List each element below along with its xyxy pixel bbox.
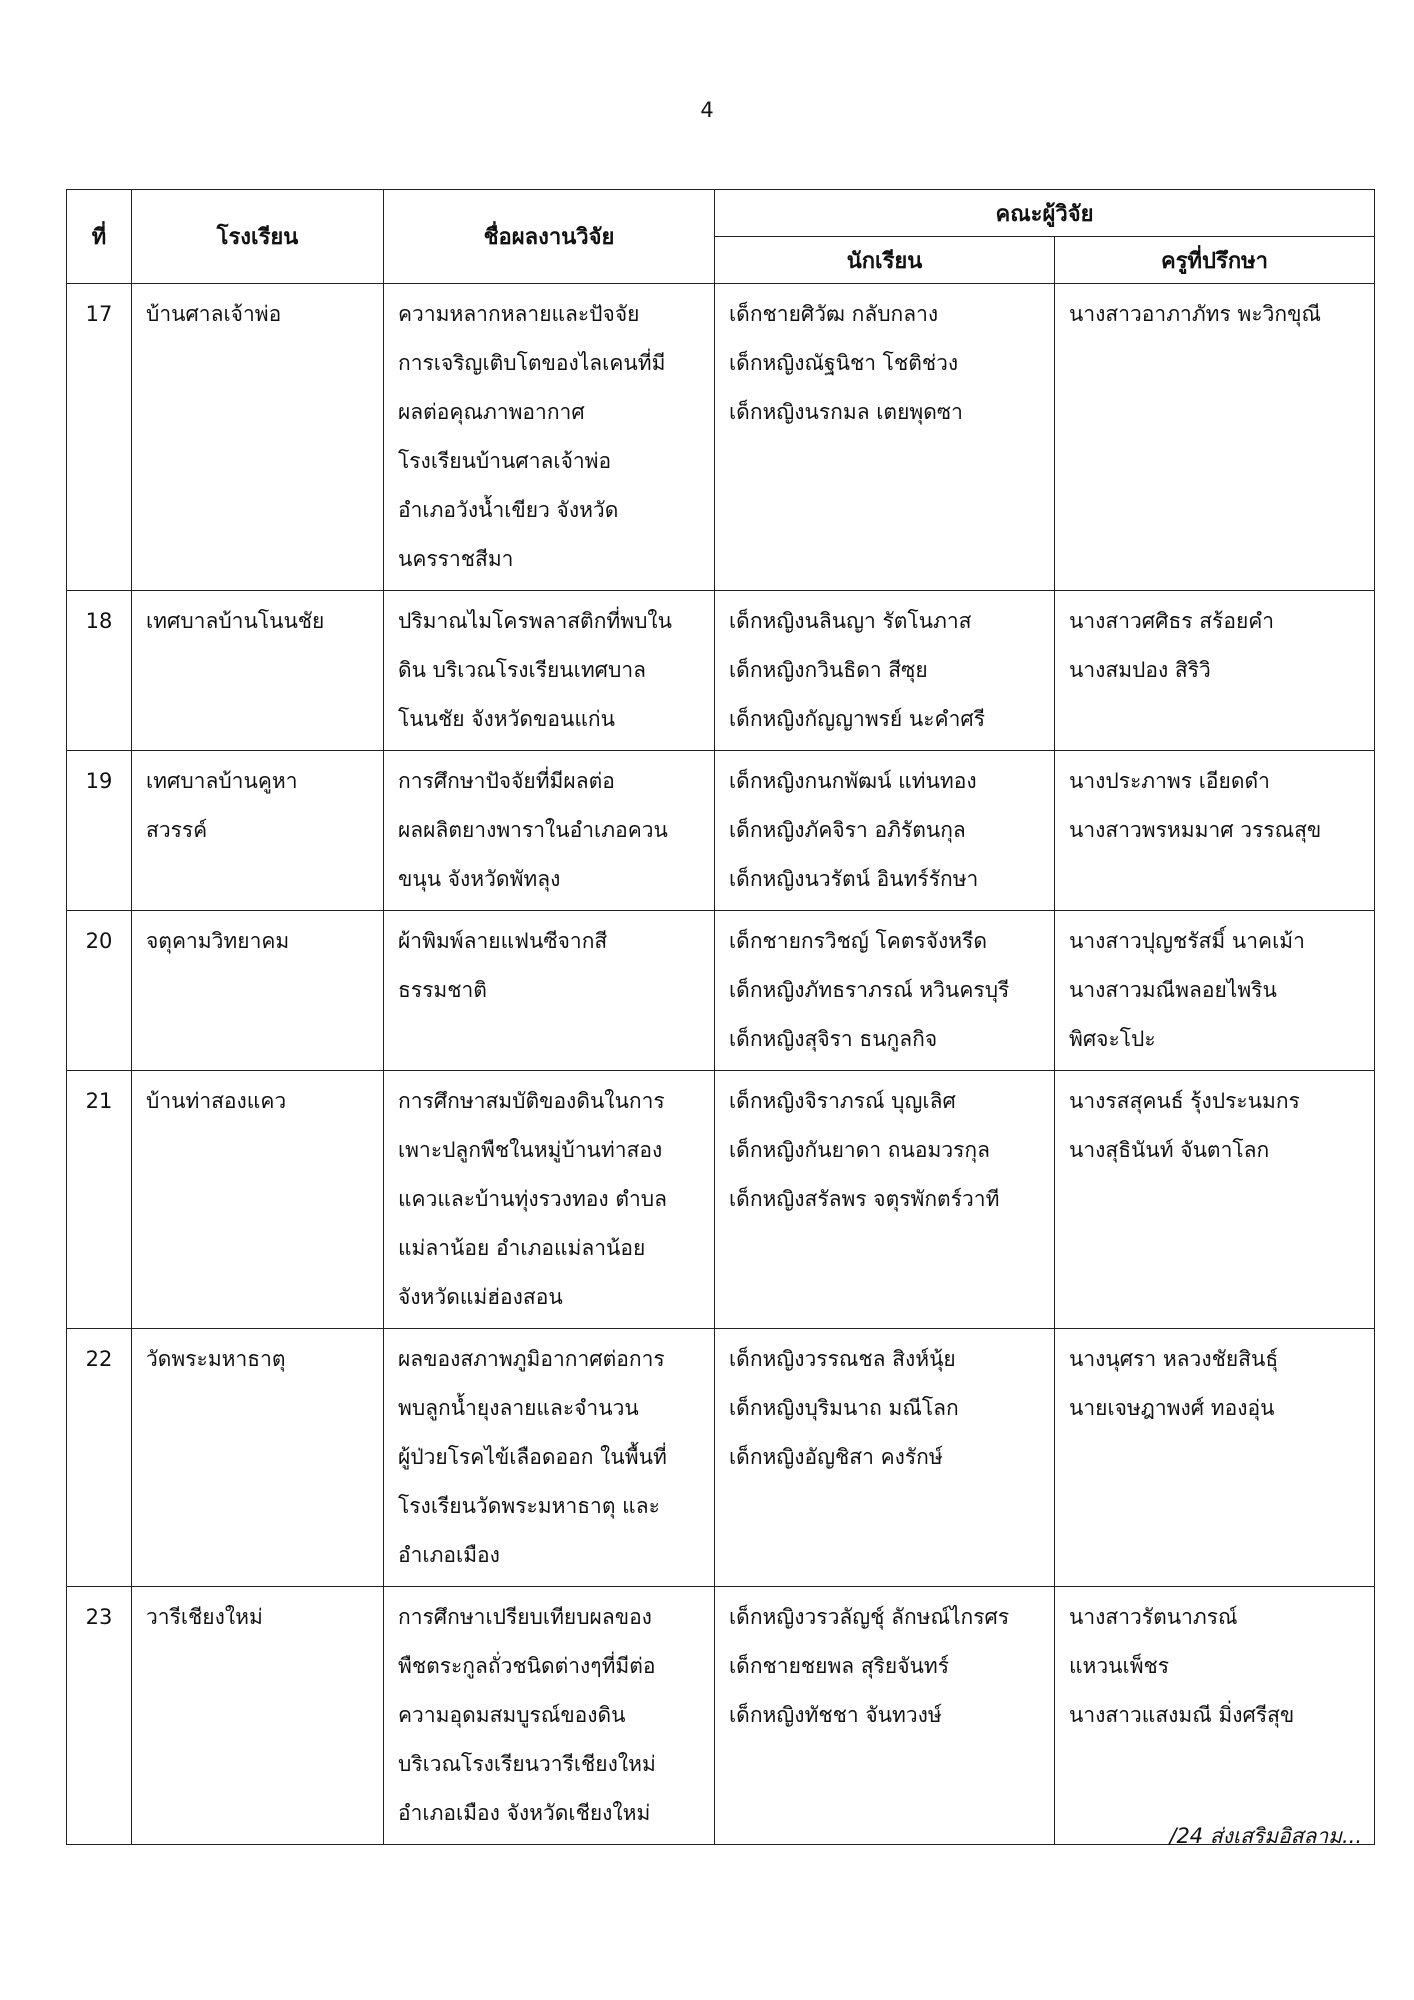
research-title-cell	[384, 751, 715, 911]
table-body	[67, 284, 1375, 1845]
header-advisors: ครูที่ปรึกษา	[1055, 237, 1375, 284]
school-cell	[132, 911, 384, 1071]
advisor-name: แหวนเพ็ชร	[1069, 1654, 1170, 1678]
advisor-name: นางสาวอาภาภัทร พะวิกขุณี	[1069, 302, 1321, 326]
research-title-line: จังหวัดแม่ฮ่องสอน	[398, 1285, 563, 1309]
school-name-line: สวรรค์	[146, 818, 208, 842]
research-title-cell	[384, 284, 715, 591]
student-name: เด็กหญิงนลินญา รัตโนภาส	[729, 609, 972, 633]
student-name: เด็กหญิงสุจิรา ธนกูลกิจ	[729, 1027, 938, 1051]
student-name: เด็กหญิงกัญญาพรย์ นะคำศรี	[729, 707, 985, 731]
students-cell	[715, 1587, 1055, 1845]
header-students: นักเรียน	[715, 237, 1055, 284]
research-title-cell	[384, 911, 715, 1071]
research-title-line: โรงเรียนวัดพระมหาธาตุ และ	[398, 1494, 660, 1518]
student-name: เด็กหญิงนวรัตน์ อินทร์รักษา	[729, 867, 979, 891]
student-name: เด็กหญิงกวินธิดา สีซุย	[729, 658, 928, 682]
research-title-line: อำเภอวังน้ำเขียว จังหวัด	[398, 498, 619, 522]
research-title-cell	[384, 1071, 715, 1329]
research-title-line: ขนุน จังหวัดพัทลุง	[398, 867, 561, 891]
row-number: 19	[67, 751, 132, 911]
header-school: โรงเรียน	[132, 190, 384, 284]
research-title-line: ความหลากหลายและปัจจัย	[398, 302, 640, 326]
research-title-line: พืชตระกูลถั่วชนิดต่างๆที่มีต่อ	[398, 1654, 656, 1678]
table-row	[67, 1587, 1375, 1845]
research-title-line: นครราชสีมา	[398, 547, 514, 571]
research-title-line: แม่ลาน้อย อำเภอแม่ลาน้อย	[398, 1236, 646, 1260]
school-cell	[132, 751, 384, 911]
table-row	[67, 591, 1375, 751]
research-title-line: การเจริญเติบโตของไลเคนที่มี	[398, 351, 666, 375]
research-title-cell	[384, 1329, 715, 1587]
students-cell	[715, 911, 1055, 1071]
school-name-line: เทศบาลบ้านโนนชัย	[146, 609, 325, 633]
students-cell	[715, 1329, 1055, 1587]
student-name: เด็กชายศิวัฒ กลับกลาง	[729, 302, 939, 326]
research-title-line: ความอุดมสมบูรณ์ของดิน	[398, 1703, 626, 1727]
advisor-name: นางสมปอง สิริวิ	[1069, 658, 1211, 682]
school-cell	[132, 591, 384, 751]
research-title-line: พบลูกน้ำยุงลายและจำนวน	[398, 1396, 639, 1420]
research-title-line: การศึกษาปัจจัยที่มีผลต่อ	[398, 769, 615, 793]
student-name: เด็กหญิงอัญชิสา คงรักษ์	[729, 1445, 943, 1469]
student-name: เด็กหญิงวรรณชล สิงห์นุ้ย	[729, 1347, 956, 1371]
school-cell	[132, 1329, 384, 1587]
row-number: 18	[67, 591, 132, 751]
table-row	[67, 751, 1375, 911]
page-number: 4	[700, 98, 714, 122]
advisor-name: นางสาวพรหมมาศ วรรณสุข	[1069, 818, 1322, 842]
research-title-line: บริเวณโรงเรียนวารีเชียงใหม่	[398, 1752, 656, 1776]
advisors-cell	[1055, 911, 1375, 1071]
research-title-line: โรงเรียนบ้านศาลเจ้าพ่อ	[398, 449, 612, 473]
research-title-cell	[384, 1587, 715, 1845]
research-table	[66, 189, 1375, 1845]
student-name: เด็กหญิงทัชชา จันทวงษ์	[729, 1703, 942, 1727]
student-name: เด็กหญิงภัทธราภรณ์ หวินครบุรี	[729, 978, 1010, 1002]
row-number: 20	[67, 911, 132, 1071]
students-cell	[715, 751, 1055, 911]
advisor-name: นายเจษฎาพงศ์ ทองอุ่น	[1069, 1396, 1275, 1420]
school-cell	[132, 284, 384, 591]
footer-continuation-note: /24 ส่งเสริมอิสลาม...	[1169, 1824, 1362, 1848]
research-title-line: แควและบ้านทุ่งรวงทอง ตำบล	[398, 1187, 667, 1211]
research-title-line: เพาะปลูกพืชในหมู่บ้านท่าสอง	[398, 1138, 663, 1162]
school-name-line: วัดพระมหาธาตุ	[146, 1347, 286, 1371]
research-title-line: อำเภอเมือง	[398, 1543, 500, 1567]
school-name-line: บ้านศาลเจ้าพ่อ	[146, 302, 282, 326]
advisors-cell	[1055, 1071, 1375, 1329]
student-name: เด็กหญิงณัฐนิชา โชติช่วง	[729, 351, 959, 375]
advisor-name: นางสาวปุญชรัสมิ์ นาคเม้า	[1069, 929, 1305, 953]
advisor-name: นางสาวแสงมณี มิ่งศรีสุข	[1069, 1703, 1295, 1727]
research-title-line: อำเภอเมือง จังหวัดเชียงใหม่	[398, 1801, 651, 1825]
school-name-line: วารีเชียงใหม่	[146, 1605, 263, 1629]
school-name-line: จตุคามวิทยาคม	[146, 929, 290, 953]
students-cell	[715, 591, 1055, 751]
advisor-name: นางสาวมณีพลอยไพริน	[1069, 978, 1277, 1002]
student-name: เด็กหญิงบุริมนาถ มณีโลก	[729, 1396, 959, 1420]
research-title-line: ผลต่อคุณภาพอากาศ	[398, 400, 585, 424]
row-number: 23	[67, 1587, 132, 1845]
advisors-cell	[1055, 1587, 1375, 1845]
advisors-cell	[1055, 591, 1375, 751]
research-title-line: ผู้ป่วยโรคไข้เลือดออก ในพื้นที่	[398, 1445, 667, 1469]
school-name-line: เทศบาลบ้านคูหา	[146, 769, 298, 793]
table-row	[67, 1071, 1375, 1329]
table-header-row	[67, 190, 1375, 237]
advisors-cell	[1055, 284, 1375, 591]
table-row	[67, 284, 1375, 591]
row-number: 17	[67, 284, 132, 591]
advisor-name: นางประภาพร เอียดดำ	[1069, 769, 1270, 793]
student-name: เด็กชายกรวิชญ์ โคตรจังหรีด	[729, 929, 988, 953]
table-row	[67, 911, 1375, 1071]
student-name: เด็กหญิงนรกมล เตยพุดซา	[729, 400, 963, 424]
research-title-line: ผลของสภาพภูมิอากาศต่อการ	[398, 1347, 665, 1371]
research-title-line: โนนชัย จังหวัดขอนแก่น	[398, 707, 615, 731]
research-title-line: ปริมาณไมโครพลาสติกที่พบใน	[398, 609, 673, 633]
header-no: ที่	[67, 190, 132, 284]
student-name: เด็กชายชยพล สุริยจันทร์	[729, 1654, 950, 1678]
student-name: เด็กหญิงวรวลัญชุ์ ลักษณ์ไกรศร	[729, 1605, 1010, 1629]
row-number: 21	[67, 1071, 132, 1329]
advisor-name: นางสาวศศิธร สร้อยคำ	[1069, 609, 1275, 633]
students-cell	[715, 1071, 1055, 1329]
advisor-name: นางรสสุคนธ์ รุ้งประนมกร	[1069, 1089, 1300, 1113]
school-name-line: บ้านท่าสองแคว	[146, 1089, 287, 1113]
student-name: เด็กหญิงภัคจิรา อภิรัตนกุล	[729, 818, 966, 842]
student-name: เด็กหญิงกันยาดา ถนอมวรกุล	[729, 1138, 990, 1162]
advisor-name: พิศจะโปะ	[1069, 1027, 1156, 1051]
advisor-name: นางสุธินันท์ จันตาโลก	[1069, 1138, 1270, 1162]
advisor-name: นางสาวรัตนาภรณ์	[1069, 1605, 1238, 1629]
advisors-cell	[1055, 751, 1375, 911]
advisor-name: นางนุศรา หลวงชัยสินธุ์	[1069, 1347, 1279, 1371]
students-cell	[715, 284, 1055, 591]
school-cell	[132, 1071, 384, 1329]
research-title-line: การศึกษาสมบัติของดินในการ	[398, 1089, 665, 1113]
header-research-title: ชื่อผลงานวิจัย	[384, 190, 715, 284]
student-name: เด็กหญิงจิราภรณ์ บุญเลิศ	[729, 1089, 956, 1113]
research-title-cell	[384, 591, 715, 751]
research-title-line: ผลผลิตยางพาราในอำเภอควน	[398, 818, 668, 842]
advisors-cell	[1055, 1329, 1375, 1587]
table-row	[67, 1329, 1375, 1587]
student-name: เด็กหญิงสรัลพร จตุรพักตร์วาที	[729, 1187, 1000, 1211]
header-research-team: คณะผู้วิจัย	[715, 190, 1375, 237]
school-cell	[132, 1587, 384, 1845]
research-title-line: การศึกษาเปรียบเทียบผลของ	[398, 1605, 652, 1629]
research-title-line: ผ้าพิมพ์ลายแฟนซีจากสี	[398, 929, 608, 953]
row-number: 22	[67, 1329, 132, 1587]
student-name: เด็กหญิงกนกพัฒน์ แท่นทอง	[729, 769, 977, 793]
research-title-line: ธรรมชาติ	[398, 978, 487, 1002]
research-title-line: ดิน บริเวณโรงเรียนเทศบาล	[398, 658, 647, 682]
